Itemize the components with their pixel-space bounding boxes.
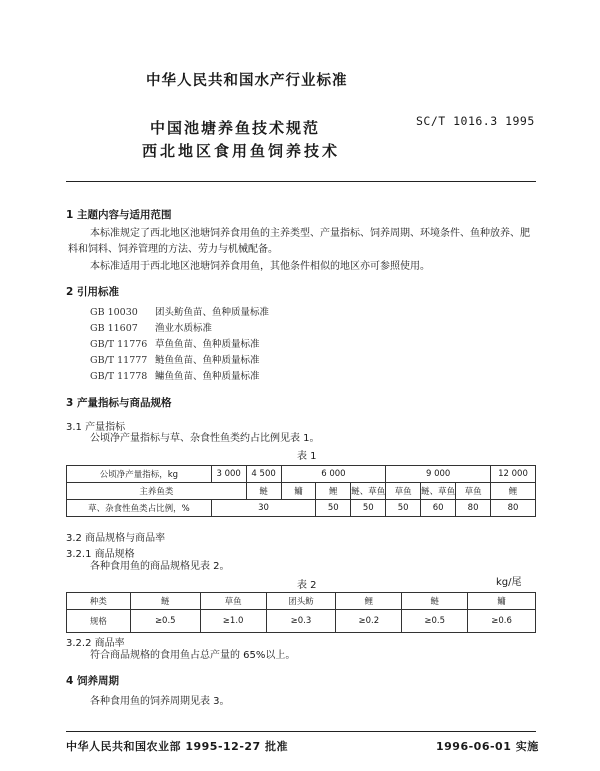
- table-cell: 4 500: [246, 466, 281, 483]
- table-cell: 草、杂食性鱼类占比例，%: [67, 500, 212, 517]
- table-cell: 鲢: [402, 593, 468, 610]
- section-1-para-1a: 本标准规定了西北地区池塘饲养食用鱼的主养类型、产量指标、饲养周期、环境条件、鱼种放养、肥: [90, 228, 530, 239]
- subsection-3-2-1-para: 各种食用鱼的商品规格见表 2。: [90, 561, 230, 572]
- table-cell: 50: [351, 500, 386, 517]
- subsection-3-2-2: 3.2.2 商品率: [66, 638, 125, 649]
- table-cell: 鲤: [491, 483, 536, 500]
- table-cell: 鲤: [336, 593, 402, 610]
- table-cell: 团头鲂: [266, 593, 336, 610]
- table-cell: 种类: [67, 593, 131, 610]
- reference-list: [90, 305, 269, 385]
- section-3-heading: 3 产量指标与商品规格: [66, 397, 172, 409]
- table-2-unit: kg/尾: [496, 577, 522, 588]
- document-title-line2: 西北地区食用鱼饲养技术: [142, 142, 341, 160]
- table-cell: 12 000: [491, 466, 536, 483]
- section-2-heading: 2 引用标准: [66, 286, 119, 298]
- section-4-para: 各种食用鱼的饲养周期见表 3。: [90, 696, 230, 707]
- table-cell: 草鱼: [386, 483, 421, 500]
- table-cell: ≥0.5: [402, 610, 468, 633]
- section-1-para-1b: 料和饲料、饲养管理的方法、劳力与机械配备。: [68, 244, 278, 255]
- table-1-caption: 表 1: [297, 451, 317, 462]
- implementation-date: 1996-06-01 实施: [436, 740, 539, 753]
- subsection-3-1-para: 公顷净产量指标与草、杂食性鱼类约占比例见表 1。: [90, 433, 320, 444]
- subsection-3-2-1: 3.2.1 商品规格: [66, 549, 135, 560]
- table-cell: 鳙: [468, 593, 536, 610]
- table-cell: 草鱼: [200, 593, 266, 610]
- reference-item: GB 10030 团头鲂鱼苗、鱼种质量标准: [90, 307, 270, 318]
- table-cell: 80: [491, 500, 536, 517]
- table-cell: 鲢: [130, 593, 200, 610]
- issuing-body-header: 中华人民共和国水产行业标准: [146, 73, 348, 89]
- table-cell: 主养鱼类: [67, 483, 247, 500]
- table-cell: ≥0.5: [130, 610, 200, 633]
- table-cell: 鲢、草鱼: [351, 483, 386, 500]
- table-row: [67, 593, 536, 610]
- table-cell: ≥0.3: [266, 610, 336, 633]
- subsection-3-2: 3.2 商品规格与商品率: [66, 533, 166, 544]
- standard-number: SC/T 1016.3 1995: [416, 114, 535, 128]
- reference-item: GB/T 11778 鳙鱼鱼苗、鱼种质量标准: [90, 371, 260, 382]
- table-row: [67, 610, 536, 633]
- section-1-para-2: 本标准适用于西北地区池塘饲养食用鱼，其他条件相似的地区亦可参照使用。: [90, 261, 430, 272]
- table-row: [67, 500, 536, 517]
- table-cell: 50: [386, 500, 421, 517]
- table-2: [66, 592, 536, 633]
- table-cell: 9 000: [386, 466, 491, 483]
- section-4-heading: 4 饲养周期: [66, 675, 119, 687]
- table-cell: 鳙: [281, 483, 316, 500]
- table-cell: 草鱼: [456, 483, 491, 500]
- document-title-line1: 中国池塘养鱼技术规范: [150, 119, 321, 137]
- table-cell: 30: [211, 500, 316, 517]
- table-cell: 鲢、草鱼: [421, 483, 456, 500]
- table-2-caption: 表 2: [297, 580, 317, 591]
- table-cell: 80: [456, 500, 491, 517]
- table-cell: ≥0.2: [336, 610, 402, 633]
- subsection-3-2-2-para: 符合商品规格的食用鱼占总产量的 65%以上。: [90, 650, 296, 661]
- table-1: [66, 465, 536, 517]
- header-rule: [66, 181, 536, 182]
- table-row: [67, 483, 536, 500]
- table-cell: 3 000: [211, 466, 246, 483]
- table-row: [67, 466, 536, 483]
- section-1-heading: 1 主题内容与适用范围: [66, 209, 172, 221]
- table-cell: 规格: [67, 610, 131, 633]
- reference-item: GB 11607 渔业水质标准: [90, 323, 213, 334]
- footer-rule: [66, 731, 536, 732]
- table-cell: 公顷净产量指标，kg: [67, 466, 212, 483]
- table-cell: 鲤: [316, 483, 351, 500]
- reference-item: GB/T 11776 草鱼鱼苗、鱼种质量标准: [90, 339, 260, 350]
- table-cell: 鲢: [246, 483, 281, 500]
- table-cell: ≥0.6: [468, 610, 536, 633]
- table-cell: 50: [316, 500, 351, 517]
- approval-date: 中华人民共和国农业部 1995-12-27 批准: [66, 740, 289, 753]
- table-cell: 6 000: [281, 466, 386, 483]
- subsection-3-1: 3.1 产量指标: [66, 422, 126, 433]
- table-cell: 60: [421, 500, 456, 517]
- table-cell: ≥1.0: [200, 610, 266, 633]
- reference-item: GB/T 11777 鲢鱼鱼苗、鱼种质量标准: [90, 355, 260, 366]
